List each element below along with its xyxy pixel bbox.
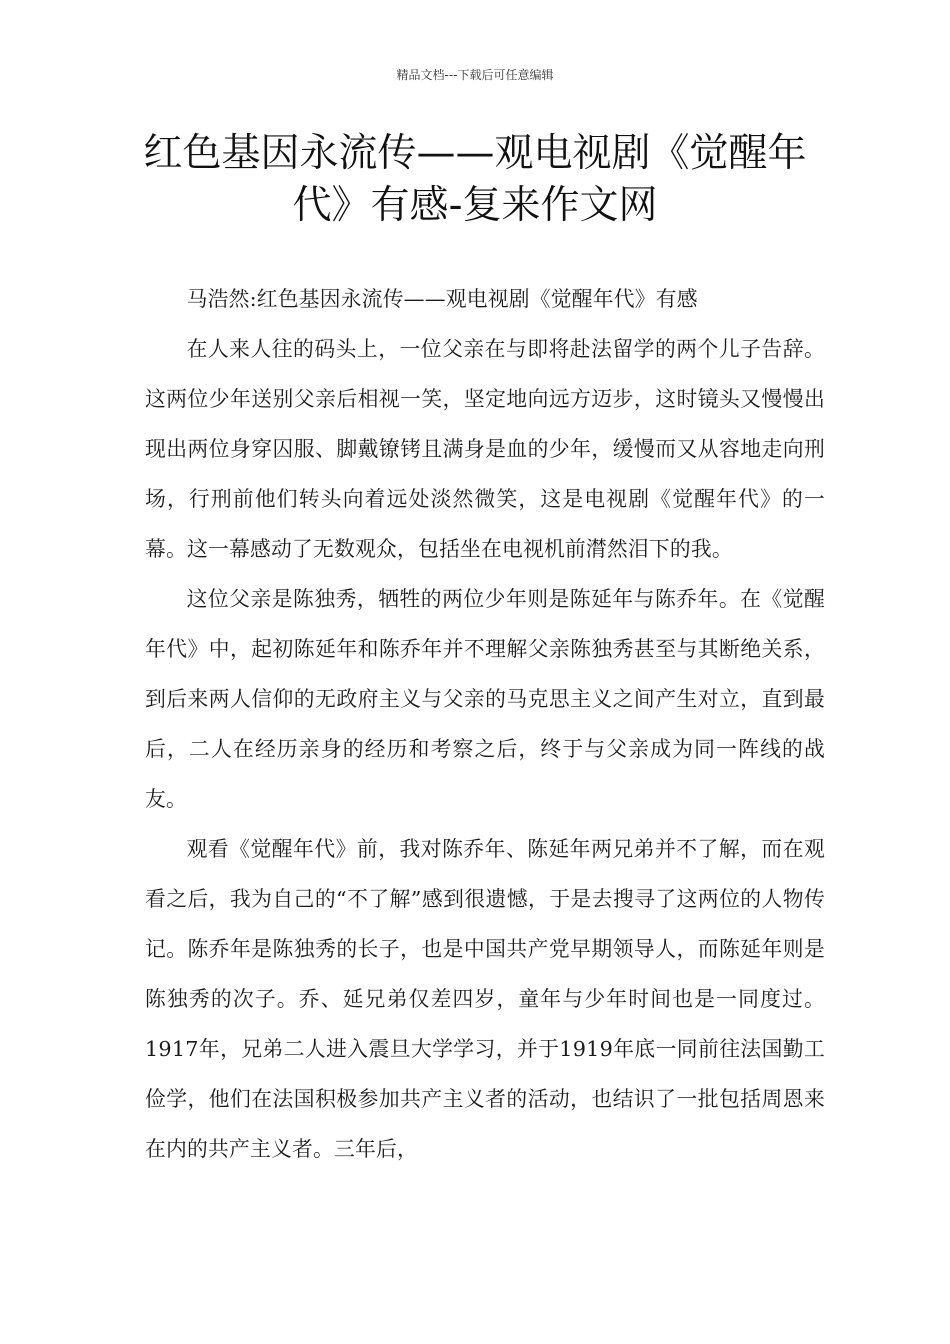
paragraph-author-line: 马浩然:红色基因永流传——观电视剧《觉醒年代》有感 [186,287,698,311]
document-body [145,274,825,1174]
document-title: 红色基因永流传——观电视剧《觉醒年代》有感-复来作文网 [143,131,807,228]
paragraph: 在人来人往的码头上，一位父亲在与即将赴法留学的两个儿子告辞。这两位少年送别父亲后相视一笑，坚定地向远方迈步，这时镜头又慢慢出现出两位身穿囚服、脚戴镣铐且满身是血的少年，缓慢而又从容地走向刑场，行刑前他们转头向着远处淡然微笑，这是电视剧《觉醒年代》的一幕。这一幕感动了无数观众，包括坐在电视机前潸然泪下的我。 [145,337,825,561]
paragraph: 这位父亲是陈独秀，牺牲的两位少年则是陈延年与陈乔年。在《觉醒年代》中，起初陈延年和陈乔年并不理解父亲陈独秀甚至与其断绝关系，到后来两人信仰的无政府主义与父亲的马克思主义之间产生对立，直到最后，二人在经历亲身的经历和考察之后，终于与父亲成为同一阵线的战友。 [145,587,825,811]
paragraph: 观看《觉醒年代》前，我对陈乔年、陈延年两兄弟并不了解，而在观看之后，我为自己的“不了解”感到很遗憾，于是去搜寻了这两位的人物传记。陈乔年是陈独秀的长子，也是中国共产党早期领导人，而陈延年则是陈独秀的次子。乔、延兄弟仅差四岁，童年与少年时间也是一同度过。1917年，兄弟二人进入震旦大学学习，并于1919年底一同前往法国勤工俭学，他们在法国积极参加共产主义者的活动，也结识了一批包括周恩来在内的共产主义者。三年后， [145,837,825,1161]
page-header-note: 精品文档---下载后可任意编辑 [396,68,554,82]
